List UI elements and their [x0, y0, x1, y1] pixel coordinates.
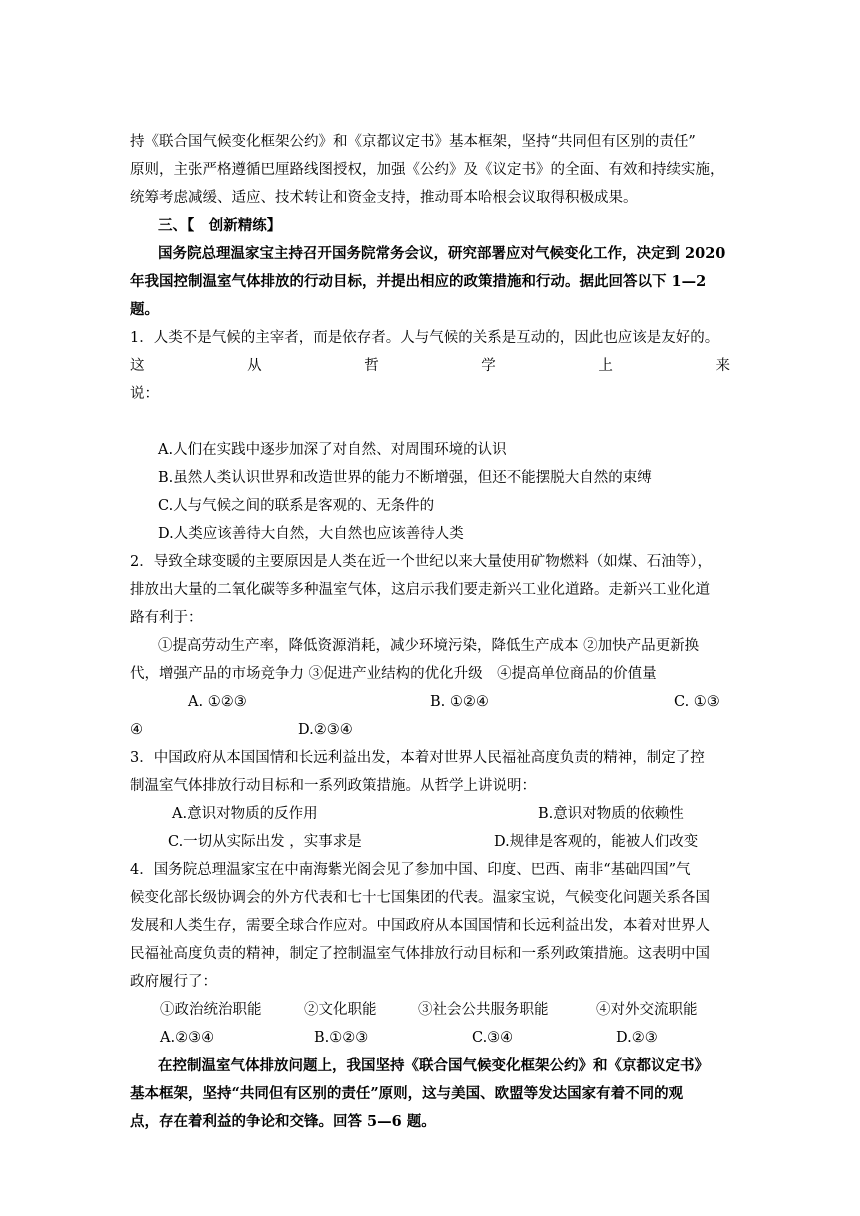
q1-option-a: A.人们在实践中逐步加深了对自然、对周围环境的认识	[158, 442, 507, 458]
q4-stem-line-2: 候变化部长级协调会的外方代表和七十七国集团的代表。温家宝说，气候变化问题关系各国	[130, 890, 710, 906]
intro-line-1: 持《联合国气候变化框架公约》和《京都议定书》基本框架，坚持“共同但有区别的责任”	[130, 134, 696, 150]
q4-item-4: ④对外交流职能	[596, 1002, 698, 1018]
q4-option-c: C.③④	[472, 1030, 514, 1046]
q4-item-2: ②文化职能	[304, 1002, 377, 1018]
material1-line-1: 国务院总理温家宝主持召开国务院常务会议，研究部署应对气候变化工作，决定到 2020	[158, 245, 726, 262]
q1-spread-char: 这	[130, 358, 145, 374]
q3-stem-line-2: 制温室气体排放行动目标和一系列政策措施。从哲学上讲说明：	[130, 778, 536, 794]
q1-stem-line-3: 说：	[130, 386, 159, 402]
q1-option-d: D.人类应该善待大自然，大自然也应该善待人类	[158, 526, 464, 542]
q4-item-3: ③社会公共服务职能	[418, 1002, 549, 1018]
material2-line-2: 基本框架，坚持“共同但有区别的责任”原则，这与美国、欧盟等发达国家有着不同的观	[130, 1085, 684, 1102]
q2-options-row	[130, 688, 730, 716]
material2-line-3: 点，存在着利益的争论和交锋。回答 5—6 题。	[130, 1113, 436, 1130]
q4-stem-line-4: 民福祉高度负责的精神，制定了控制温室气体排放行动目标和一系列政策措施。这表明中国	[130, 946, 710, 962]
q4-stem-line-5: 政府履行了：	[130, 974, 217, 990]
document-page	[130, 128, 730, 1136]
q2-option-b: B. ①②④	[430, 694, 489, 710]
q2-option-c-cont: ④	[130, 722, 143, 738]
q4-item-1: ①政治统治职能	[160, 1002, 262, 1018]
intro-line-3: 统筹考虑减缓、适应、技术转让和资金支持，推动哥本哈根会议取得积极成果。	[130, 190, 638, 206]
q2-stem-line-1: 2．导致全球变暖的主要原因是人类在近一个世纪以来大量使用矿物燃料（如煤、石油等），	[130, 554, 712, 570]
q2-items-line-1: ①提高劳动生产率，降低资源消耗，减少环境污染，降低生产成本 ②加快产品更新换	[158, 638, 700, 654]
q4-stem-line-3: 发展和人类生存，需要全球合作应对。中国政府从本国国情和长远利益出发，本着对世界人	[130, 918, 710, 934]
material1-line-3: 题。	[130, 301, 159, 318]
q3-option-c: C.一切从实际出发 ，实事求是	[168, 834, 362, 850]
q4-option-b: B.①②③	[314, 1030, 369, 1046]
q3-options-row-1	[130, 800, 730, 828]
q1-stem-line-2	[130, 352, 730, 380]
q2-option-a: A. ①②③	[188, 694, 247, 710]
material1-line-2: 年我国控制温室气体排放的行动目标，并提出相应的政策措施和行动。据此回答以下 1—2	[130, 273, 707, 290]
q1-option-b: B.虽然人类认识世界和改造世界的能力不断增强，但还不能摆脱大自然的束缚	[158, 470, 652, 486]
blank-space	[130, 408, 730, 436]
q3-stem-line-1: 3．中国政府从本国国情和长远利益出发，本着对世界人民福祉高度负责的精神，制定了控	[130, 750, 705, 766]
q2-options-row-2	[130, 716, 730, 744]
q2-option-d: D.②③④	[298, 722, 353, 738]
q3-options-row-2	[130, 828, 730, 856]
q1-spread-char: 从	[247, 358, 262, 374]
q4-options-row	[130, 1024, 730, 1052]
q1-spread-char: 来	[715, 358, 730, 374]
q3-option-d: D.规律是客观的，能被人们改变	[494, 834, 699, 850]
q4-items-row	[130, 996, 730, 1024]
q1-stem-line-1: 1．人类不是气候的主宰者，而是依存者。人与气候的关系是互动的，因此也应该是友好的。	[130, 330, 720, 346]
q2-items-line-2: 代，增强产品的市场竞争力 ③促进产业结构的优化升级 ④提高单位商品的价值量	[130, 666, 657, 682]
q4-stem-line-1: 4．国务院总理温家宝在中南海紫光阁会见了参加中国、印度、巴西、南非“基础四国”气	[130, 862, 691, 878]
q2-option-c: C. ①③	[674, 694, 720, 710]
material2-line-1: 在控制温室气体排放问题上，我国坚持《联合国气候变化框架公约》和《京都议定书》	[158, 1057, 709, 1074]
q1-option-c: C.人与气候之间的联系是客观的、无条件的	[158, 498, 435, 514]
q3-option-a: A.意识对物质的反作用	[172, 806, 318, 822]
q2-stem-line-3: 路有利于：	[130, 610, 203, 626]
q3-option-b: B.意识对物质的依赖性	[538, 806, 684, 822]
q4-option-d: D.②③	[616, 1030, 658, 1046]
q2-stem-line-2: 排放出大量的二氧化碳等多种温室气体，这启示我们要走新兴工业化道路。走新兴工业化道	[130, 582, 710, 598]
section-heading: 三、【 创新精练】	[158, 217, 282, 234]
q1-spread-char: 上	[598, 358, 613, 374]
q1-spread-char: 哲	[364, 358, 379, 374]
q1-spread-char: 学	[481, 358, 496, 374]
q4-option-a: A.②③④	[160, 1030, 215, 1046]
intro-line-2: 原则，主张严格遵循巴厘路线图授权，加强《公约》及《议定书》的全面、有效和持续实施，	[130, 162, 725, 178]
